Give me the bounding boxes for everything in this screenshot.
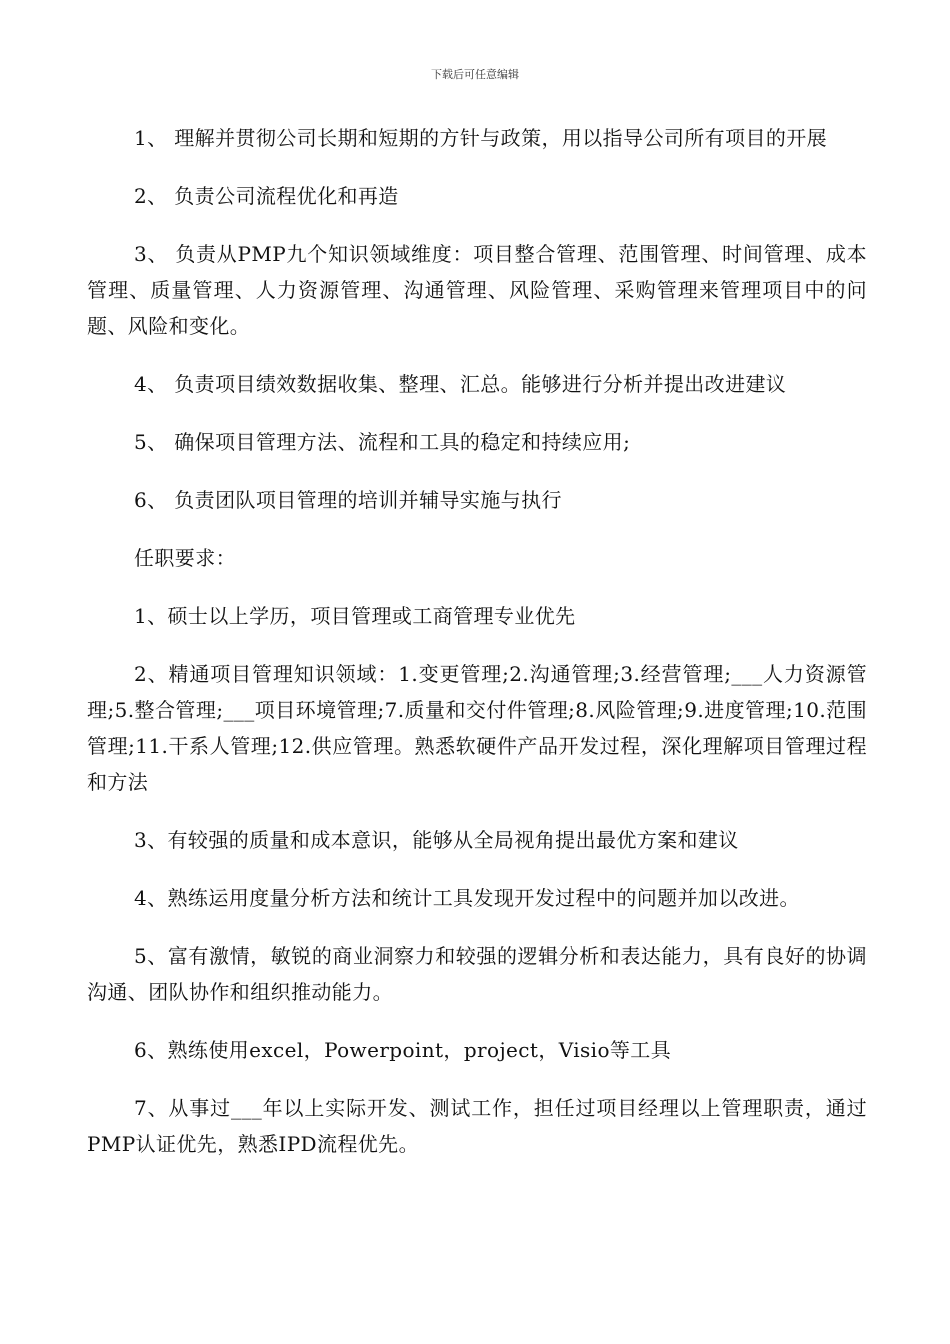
requirement-item-5: 5、富有激情，敏锐的商业洞察力和较强的逻辑分析和表达能力，具有良好的协调沟通、团队协作和组织推动能力。 <box>87 944 867 1004</box>
requirement-item-7: 7、从事过___年以上实际开发、测试工作，担任过项目经理以上管理职责，通过PMP认证优先，熟悉IPD流程优先。 <box>87 1096 867 1156</box>
requirement-item-1: 1、硕士以上学历，项目管理或工商管理专业优先 <box>134 604 576 628</box>
requirements-heading: 任职要求： <box>134 546 236 570</box>
duty-item-4: 4、 负责项目绩效数据收集、整理、汇总。能够进行分析并提出改进建议 <box>134 372 787 396</box>
duty-item-3: 3、 负责从PMP九个知识领域维度：项目整合管理、范围管理、时间管理、成本管理、质量管理、人力资源管理、沟通管理、风险管理、采购管理来管理项目中的问题、风险和变化。 <box>87 242 867 338</box>
duty-item-2: 2、 负责公司流程优化和再造 <box>134 184 399 208</box>
duty-item-1: 1、 理解并贯彻公司长期和短期的方针与政策，用以指导公司所有项目的开展 <box>134 126 828 150</box>
requirement-item-6: 6、熟练使用excel，Powerpoint，project，Visio等工具 <box>134 1038 672 1062</box>
requirement-item-3: 3、有较强的质量和成本意识，能够从全局视角提出最优方案和建议 <box>134 828 739 852</box>
duty-item-5: 5、 确保项目管理方法、流程和工具的稳定和持续应用; <box>134 430 631 454</box>
requirement-item-2: 2、精通项目管理知识领域：1.变更管理;2.沟通管理;3.经营管理;___人力资源管理;5.整合管理;___项目环境管理;7.质量和交付件管理;8.风险管理;9.进度管理;10.范围管理;11.干系人管理;12.供应管理。熟悉软硬件产品开发过程，深化理解项目管理过程和方法 <box>87 662 867 794</box>
page-header: 下载后可任意编辑 <box>431 68 519 81</box>
requirement-item-4: 4、熟练运用度量分析方法和统计工具发现开发过程中的问题并加以改进。 <box>134 886 800 910</box>
document-body <box>87 120 867 1184</box>
duty-item-6: 6、 负责团队项目管理的培训并辅导实施与执行 <box>134 488 562 512</box>
